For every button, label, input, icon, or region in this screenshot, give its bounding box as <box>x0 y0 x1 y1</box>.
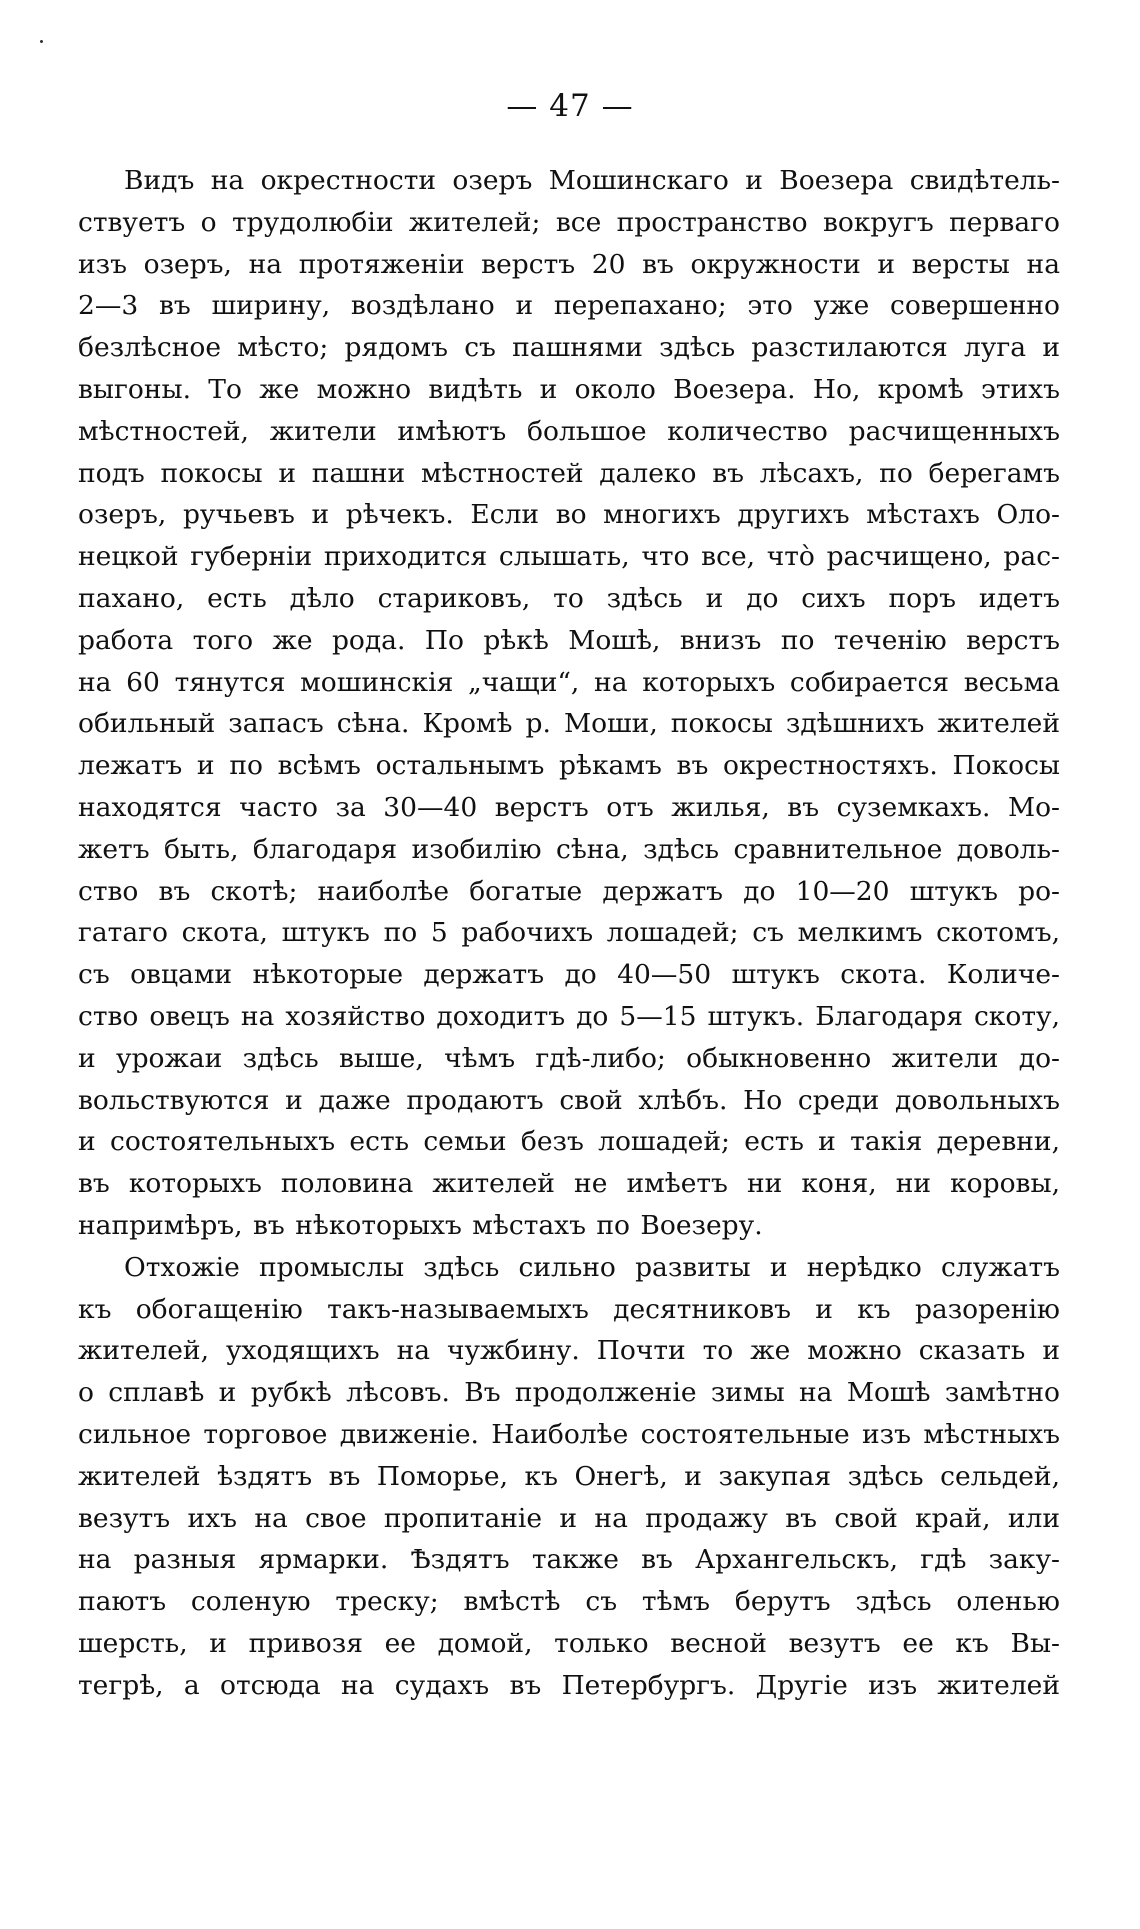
text-line: ствуетъ о трудолюбіи жителей; все пространство вокругъ перваго <box>78 206 1060 238</box>
text-line: съ овцами нѣкоторые держатъ до 40—50 штукъ скота. Количе- <box>78 959 1060 991</box>
text-line: шерсть, и привозя ее домой, только весной везутъ ее къ Вы- <box>78 1627 1060 1659</box>
text-line: на 60 тянутся мошинскія „чащи“, на которыхъ собирается весьма <box>78 666 1060 698</box>
text-line: къ обогащенію такъ-называемыхъ десятниковъ и къ разоренію <box>78 1293 1060 1325</box>
text-line: находятся часто за 30—40 верстъ отъ жилья, въ суземкахъ. Мо- <box>78 791 1060 823</box>
text-line: вольствуются и даже продаютъ свой хлѣбъ. Но среди довольныхъ <box>78 1084 1060 1116</box>
text-line: безлѣсное мѣсто; рядомъ съ пашнями здѣсь разстилаются луга и <box>78 332 1060 364</box>
text-line: напримѣръ, въ нѣкоторыхъ мѣстахъ по Воезеру. <box>78 1209 763 1241</box>
text-line: паютъ соленую треску; вмѣстѣ съ тѣмъ берутъ здѣсь оленью <box>78 1586 1060 1618</box>
paragraph-2 <box>78 1247 1060 1707</box>
text-line: ство въ скотѣ; наиболѣе богатые держатъ до 10—20 штукъ ро- <box>78 875 1060 907</box>
text-line: везутъ ихъ на свое пропитаніе и на продажу въ свой край, или <box>78 1502 1060 1534</box>
text-line: 2—3 въ ширину, воздѣлано и перепахано; это уже совершенно <box>78 290 1060 322</box>
text-line: Видъ на окрестности озеръ Мошинскаго и Воезера свидѣтель- <box>124 165 1060 196</box>
body-text <box>78 160 1060 1706</box>
text-line: жителей ѣздятъ въ Поморье, къ Онегѣ, и закупая здѣсь сельдей, <box>78 1460 1060 1492</box>
text-line: выгоны. То же можно видѣть и около Воезера. Но, кромѣ этихъ <box>78 373 1060 405</box>
text-line: обильный запасъ сѣна. Кромѣ р. Моши, покосы здѣшнихъ жителей <box>78 708 1060 740</box>
text-line: сильное торговое движеніе. Наиболѣе состоятельные изъ мѣстныхъ <box>78 1418 1060 1450</box>
text-line: пахано, есть дѣло стариковъ, то здѣсь и до сихъ поръ идетъ <box>78 582 1060 614</box>
text-line: нецкой губерніи приходится слышать, что все, что̀ расчищено, рас- <box>78 541 1060 573</box>
text-line: жетъ быть, благодаря изобилію сѣна, здѣсь сравнительное доволь- <box>78 833 1060 865</box>
text-line: о сплавѣ и рубкѣ лѣсовъ. Въ продолженіе зимы на Мошѣ замѣтно <box>78 1377 1060 1409</box>
text-line: въ которыхъ половина жителей не имѣетъ ни коня, ни коровы, <box>78 1168 1060 1200</box>
text-line: Отхожіе промыслы здѣсь сильно развиты и нерѣдко служатъ <box>124 1251 1060 1283</box>
text-line: лежатъ и по всѣмъ остальнымъ рѣкамъ въ окрестностяхъ. Покосы <box>78 750 1060 782</box>
text-line: подъ покосы и пашни мѣстностей далеко въ лѣсахъ, по берегамъ <box>78 457 1060 489</box>
text-line: жителей, уходящихъ на чужбину. Почти то же можно сказать и <box>78 1335 1060 1367</box>
text-line: изъ озеръ, на протяженіи верстъ 20 въ окружности и версты на <box>78 248 1060 280</box>
text-line: и состоятельныхъ есть семьи безъ лошадей; есть и такія деревни, <box>78 1126 1060 1158</box>
scan-speck <box>40 40 43 43</box>
text-line: мѣстностей, жители имѣютъ большое количество расчищенныхъ <box>78 415 1060 447</box>
text-line: и урожаи здѣсь выше, чѣмъ гдѣ-либо; обыкновенно жители до- <box>78 1042 1060 1074</box>
text-line: тегрѣ, а отсюда на судахъ въ Петербургъ. Другіе изъ жителей <box>78 1669 1060 1701</box>
page-number: — 47 — <box>506 88 634 124</box>
text-line: ство овецъ на хозяйство доходитъ до 5—15 штукъ. Благодаря скоту, <box>78 1000 1060 1032</box>
text-line: на разныя ярмарки. Ѣздятъ также въ Архангельскъ, гдѣ заку- <box>78 1544 1060 1576</box>
paragraph-1 <box>78 160 1060 1247</box>
text-line: озеръ, ручьевъ и рѣчекъ. Если во многихъ другихъ мѣстахъ Оло- <box>78 499 1060 531</box>
text-line: работа того же рода. По рѣкѣ Мошѣ, внизъ по теченію верстъ <box>78 624 1060 656</box>
text-line: гатаго скота, штукъ по 5 рабочихъ лошадей; съ мелкимъ скотомъ, <box>78 917 1060 949</box>
